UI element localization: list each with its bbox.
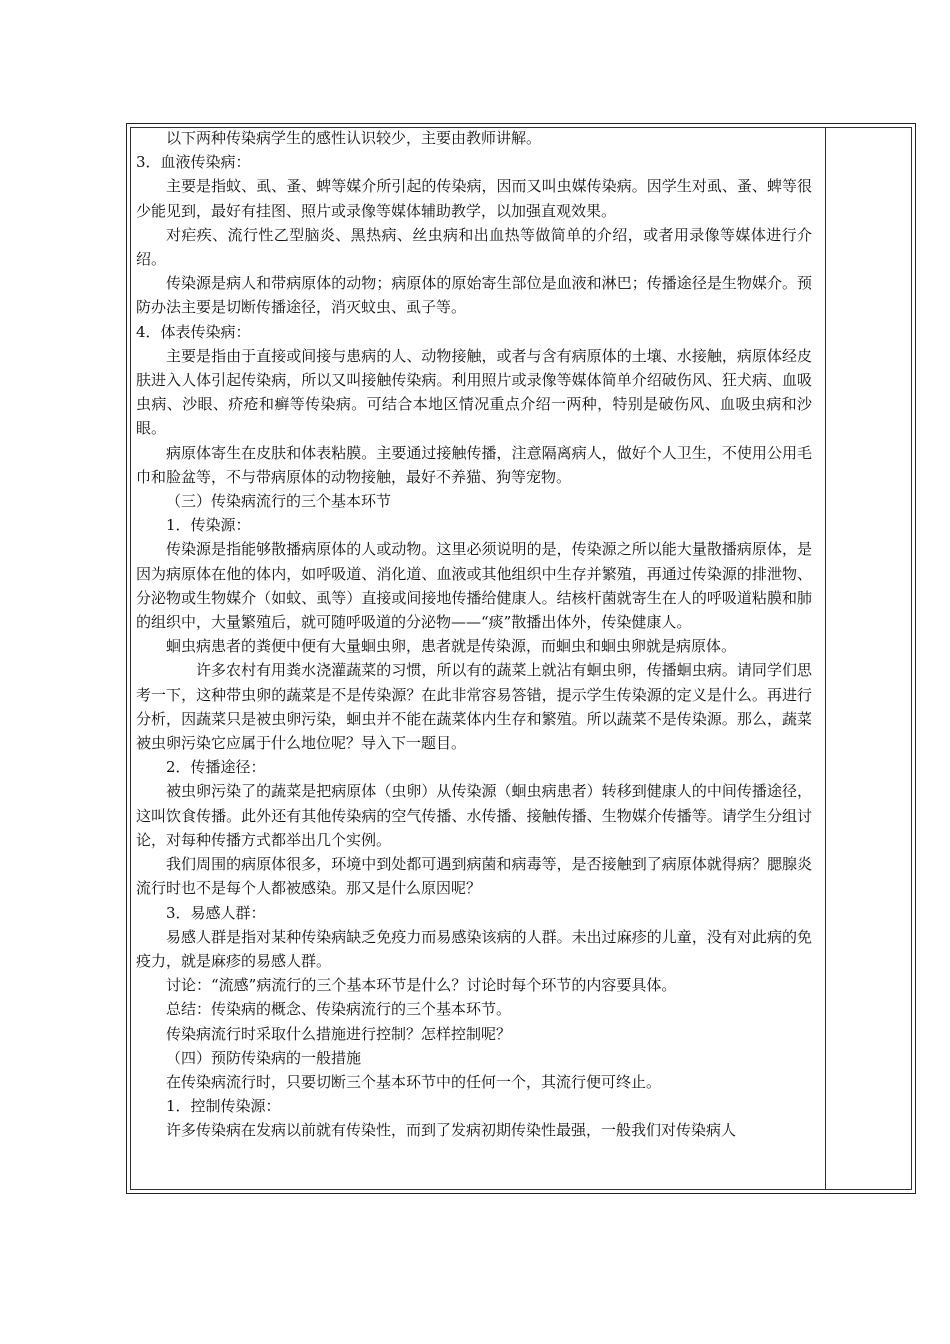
paragraph: 蛔虫病患者的粪便中便有大量蛔虫卵，患者就是传染源，而蛔虫和蛔虫卵就是病原体。: [166, 637, 737, 656]
subsection-heading: 1．控制传染源：: [166, 1097, 281, 1116]
paragraph: 易感人群是指对某种传染病缺乏免疫力而易感染该病的人群。未出过麻疹的儿童，没有对此病的免疫力，就是麻疹的易感人群。: [136, 927, 812, 970]
paragraph: 传染病流行时采取什么措施进行控制？怎样控制呢？: [166, 1024, 512, 1043]
section-heading: 3．血液传染病：: [136, 153, 251, 172]
subsection-heading: 1．传染源：: [166, 516, 251, 535]
paragraph: 传染源是指能够散播病原体的人或动物。这里必须说明的是，传染源之所以能大量散播病原体，是因为病原体在他的体内，如呼吸道、消化道、血液或其他组织中生存并繁殖，再通过传染源的排泄物、分泌物或生物媒介（如蚊、虱等）直接或间接地传播给健康人。结核杆菌就寄生在人的呼吸道粘膜和肺的组织中，大量繁殖后，就可随呼吸道的分泌物——“痰”散播出体外，传染健康人。: [136, 540, 812, 632]
paragraph: 病原体寄生在皮肤和体表粘膜。主要通过接触传播，注意隔离病人，做好个人卫生，不使用公用毛巾和脸盆等，不与带病原体的动物接触，最好不养猫、狗等宠物。: [136, 443, 812, 486]
paragraph: 我们周围的病原体很多，环境中到处都可遇到病菌和病毒等，是否接触到了病原体就得病？腮腺炎流行时也不是每个人都被感染。那又是什么原因呢？: [136, 855, 812, 898]
paragraph: 在传染病流行时，只要切断三个基本环节中的任何一个，其流行便可终止。: [166, 1072, 662, 1091]
paragraph: 被虫卵污染了的蔬菜是把病原体（虫卵）从传染源（蛔虫病患者）转移到健康人的中间传播途径，这叫饮食传播。此外还有其他传染病的空气传播、水传播、接触传播、生物媒介传播等。请学生分组讨论，对每种传播方式都举出几个实例。: [136, 782, 812, 849]
section-heading: （三）传染病流行的三个基本环节: [166, 492, 392, 511]
lesson-text: [136, 126, 812, 1186]
column-divider: [825, 128, 826, 1189]
paragraph: 对疟疾、流行性乙型脑炎、黑热病、丝虫病和出血热等做简单的介绍，或者用录像等媒体进行介绍。: [136, 225, 812, 269]
paragraph: 总结：传染病的概念、传染病流行的三个基本环节。: [166, 1000, 512, 1019]
paragraph: 传染源是病人和带病原体的动物；病原体的原始寄生部位是血液和淋巴；传播途径是生物媒介。预防办法主要是切断传播途径，消灭蚊虫、虱子等。: [136, 274, 812, 317]
paragraph: 许多传染病在发病以前就有传染性，而到了发病初期传染性最强，一般我们对传染病人: [166, 1121, 737, 1140]
paragraph: 许多农村有用粪水浇灌蔬菜的习惯，所以有的蔬菜上就沾有蛔虫卵，传播蛔虫病。请同学们思考一下，这种带虫卵的蔬菜是不是传染源？在此非常容易答错，提示学生传染源的定义是什么。再进行分析，因蔬菜只是被虫卵污染，蛔虫并不能在蔬菜体内生存和繁殖。所以蔬菜不是传染源。那么，蔬菜被虫卵污染它应属于什么地位呢？导入下一题目。: [136, 661, 812, 753]
subsection-heading: 3．易感人群：: [166, 903, 266, 922]
section-heading: 4．体表传染病：: [136, 322, 251, 341]
subsection-heading: 2．传播途径：: [166, 758, 266, 777]
section-heading: （四）预防传染病的一般措施: [166, 1048, 362, 1067]
paragraph: 讨论：“流感”病流行的三个基本环节是什么？讨论时每个环节的内容要具体。: [166, 976, 677, 995]
paragraph: 主要是指蚊、虱、蚤、蜱等媒介所引起的传染病，因而又叫虫媒传染病。因学生对虱、蚤、蜱等很少能见到，最好有挂图、照片或录像等媒体辅助教学，以加强直观效果。: [136, 177, 812, 220]
paragraph: 以下两种传染病学生的感性认识较少，主要由教师讲解。: [166, 129, 542, 147]
paragraph: 主要是指由于直接或间接与患病的人、动物接触，或者与含有病原体的土壤、水接触，病原体经皮肤进入人体引起传染病，所以又叫接触传染病。利用照片或录像等媒体简单介绍破伤风、狂犬病、血吸虫病、沙眼、疥疮和癣等传染病。可结合本地区情况重点介绍一两种，特别是破伤风、血吸虫病和沙眼。: [136, 346, 812, 438]
